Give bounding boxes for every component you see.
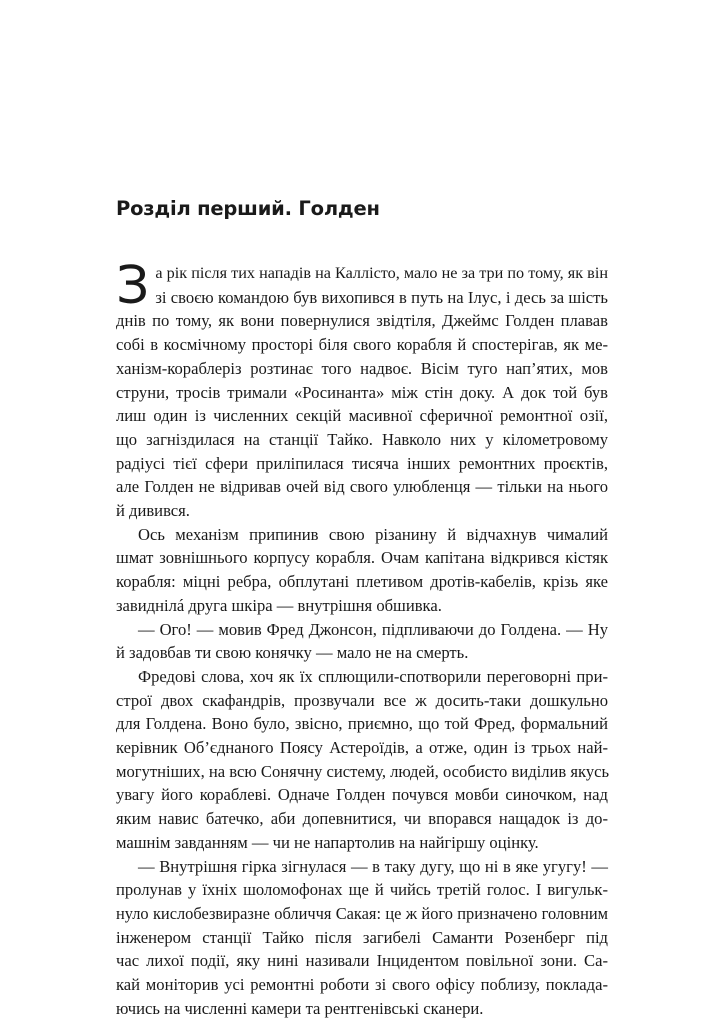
paragraph-2 [116, 523, 608, 618]
text-line: увагу його кораблеві. Одначе Голден почувся мовби синочком, над [116, 785, 608, 805]
text-line: пролунав у їхніх шоломофонах ще й чийсь третій голос. І вигульк- [116, 880, 608, 900]
text-line: шмат зовнішнього корпусу корабля. Очам капітана відкрився кістяк [116, 548, 608, 568]
text-line: керівник Об’єднаного Поясу Астероїдів, а отже, один із трьох най- [116, 738, 608, 758]
text-line: кай моніторив усі ремонтні роботи зі свого офісу поблизу, поклада- [116, 975, 608, 995]
text-line: ханізм-кораблеріз розтинає того надвоє. Вісім туго нап’ятих, мов [116, 358, 608, 378]
text-line: інженером станції Тайко після загибелі Саманти Розенберг під [116, 927, 608, 947]
text-line: днів по тому, як вони повернулися звідтіля, Джеймс Голден плавав [116, 311, 608, 331]
text-line: й задовбав ти свою конячку — мало не на смерть. [116, 643, 469, 663]
text-line: час лихої події, яку нині називали Інцидентом повільної зони. Са- [116, 951, 608, 971]
text-line: завиднілá друга шкіра — внутрішня обшивка. [116, 595, 442, 615]
text-line: — Ого! — мовив Фред Джонсон, підпливаючи до Голдена. — Ну [138, 619, 608, 639]
text-line: зі своєю командою був вихопився в путь на Ілус, і десь за шість [155, 287, 608, 307]
paragraph-5 [116, 855, 608, 1021]
text-line: корабля: міцні ребра, обплутані плетивом дротів-кабелів, крізь яке [116, 572, 608, 592]
paragraph-3 [116, 618, 608, 665]
text-line: лиш один із численних секцій масивної сферичної ремонтної озії, [116, 406, 608, 426]
drop-cap: З [116, 256, 150, 316]
text-line: могутніших, на всю Сонячну систему, людей, особисто виділив якусь [116, 761, 610, 781]
chapter-body [116, 256, 610, 1021]
text-line: собі в космічному просторі біля свого корабля й спостерігав, як ме- [116, 335, 608, 355]
text-line: машнім завданням — чи не напартолив на найгіршу оцінку. [116, 832, 539, 852]
paragraph-4 [116, 665, 608, 855]
text-line: — Внутрішня гірка зігнулася — в таку дугу, що ні в яке угугу! — [138, 856, 608, 876]
chapter-title: Розділ перший. Голден [116, 197, 380, 220]
text-line: й дивився. [116, 501, 190, 521]
text-line: яким навис батечко, аби допевнитися, чи впорався нащадок із до- [116, 809, 608, 829]
text-line: Ось механізм припинив свою різанину й відчахнув чималий [138, 524, 608, 544]
text-line: для Голдена. Воно було, звісно, приємно, що той Фред, формальний [116, 714, 608, 734]
text-line: нуло кислобезвиразне обличчя Сакая: це ж його призначено головним [116, 903, 608, 923]
text-line: але Голден не відривав очей від свого улюбленця — тільки на нього [116, 477, 608, 497]
text-line: а рік після тих нападів на Каллісто, мало не за три по тому, як він [155, 264, 608, 282]
text-line: Фредові слова, хоч як їх сплющили-спотворили переговорні при- [138, 666, 608, 686]
text-line: радіусі тієї сфери приліпилася тисяча інших ремонтних проєктів, [116, 453, 608, 473]
text-line: ючись на численні камери та рентгенівські сканери. [116, 998, 484, 1018]
text-line: що загніздилася на станції Тайко. Навколо них у кілометровому [116, 429, 608, 449]
paragraph-1 [116, 256, 608, 523]
text-line: струни, тросів тримали «Росинанта» між стін доку. А док той був [116, 382, 608, 402]
text-line: строї двох скафандрів, прозвучали все ж досить-таки дошкульно [116, 690, 608, 710]
